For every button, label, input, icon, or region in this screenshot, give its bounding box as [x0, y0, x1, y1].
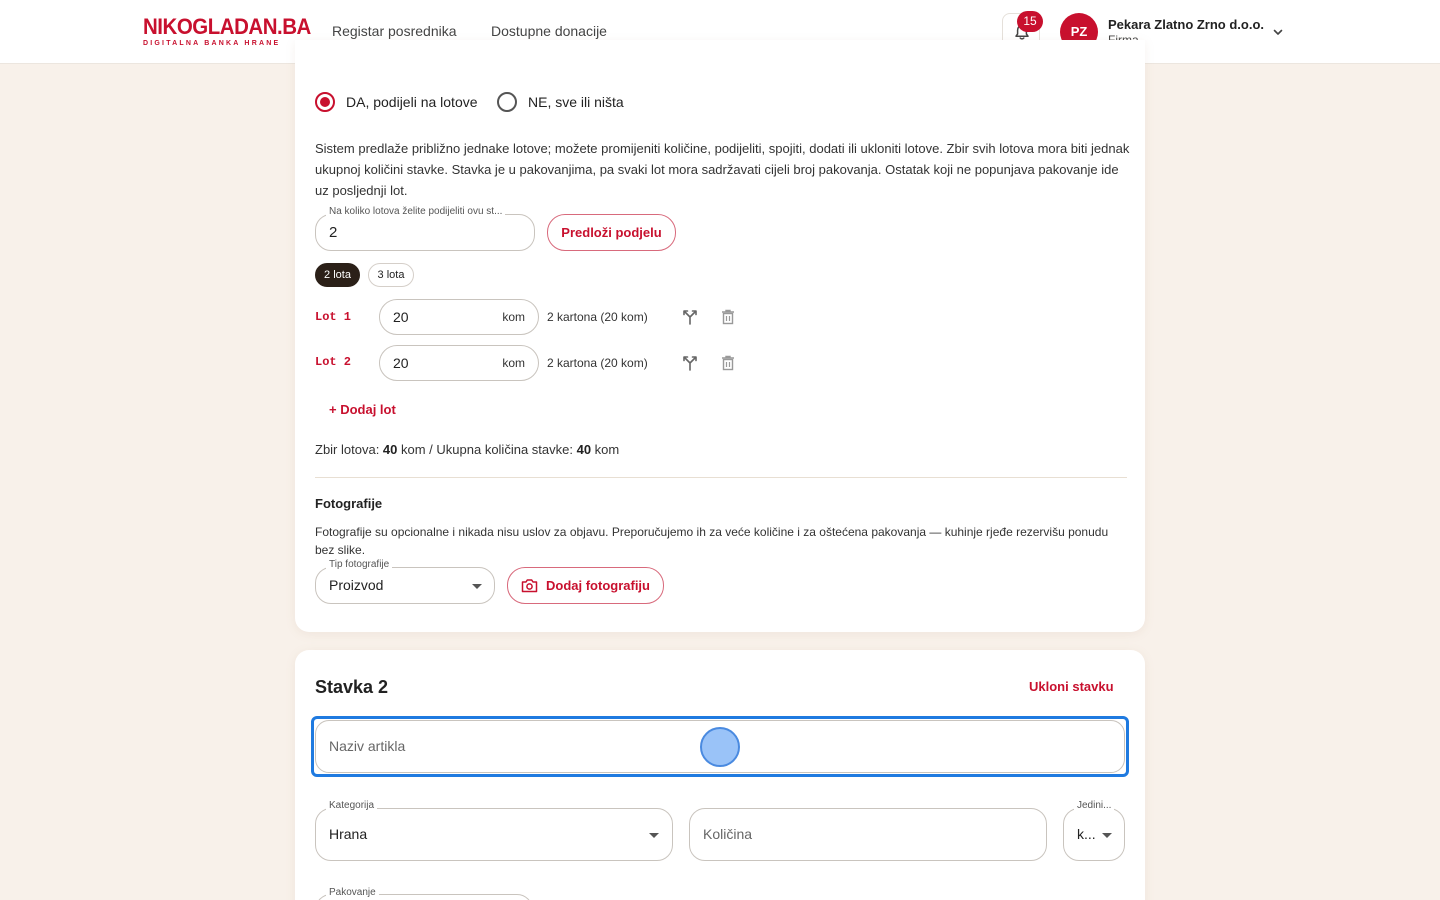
category-value: Hrana [329, 826, 368, 842]
dropdown-arrow-icon [1102, 833, 1112, 838]
quantity-placeholder: Količina [703, 826, 753, 842]
lot-count-value: 2 [329, 224, 338, 241]
lot-2-value: 20 [393, 355, 409, 371]
lot-1-value: 20 [393, 309, 409, 325]
lot-1-label: Lot 1 [315, 310, 352, 324]
radio-split-no-label[interactable]: NE, sve ili ništa [528, 94, 624, 110]
logo-text: NIKOGLADAN.BA [143, 14, 311, 39]
dropdown-arrow-icon [649, 833, 659, 838]
summary-suffix: kom [591, 442, 620, 457]
nav-link-registar[interactable]: Registar posrednika [332, 23, 457, 39]
chevron-down-icon[interactable] [1272, 26, 1284, 38]
summary-lots-total: 40 [382, 442, 398, 457]
lot-1-info: 2 kartona (20 kom) [547, 310, 648, 324]
lot-summary [315, 442, 619, 457]
category-label: Kategorija [326, 800, 377, 811]
trash-icon[interactable] [721, 309, 735, 325]
dropdown-arrow-icon [472, 584, 482, 589]
trash-icon[interactable] [721, 355, 735, 371]
photos-title: Fotografije [315, 496, 383, 511]
summary-item-total: 40 [576, 442, 592, 457]
lot-2-quantity-input[interactable] [379, 345, 539, 381]
photo-type-value: Proizvod [329, 577, 384, 593]
item-2-title: Stavka 2 [315, 677, 389, 697]
packaging-label: Pakovanje [326, 887, 379, 898]
photo-type-select[interactable] [315, 567, 495, 604]
lot-count-input[interactable] [315, 214, 535, 251]
section-divider [315, 477, 1127, 478]
remove-item-button[interactable]: Ukloni stavku [1029, 679, 1114, 694]
nav-link-donacije[interactable]: Dostupne donacije [491, 23, 607, 39]
camera-icon [521, 578, 538, 593]
avatar[interactable]: PZ [1060, 13, 1098, 51]
summary-prefix: Zbir lotova: [315, 442, 383, 457]
logo-tagline: DIGITALNA BANKA HRANE [143, 40, 281, 47]
split-icon[interactable] [682, 309, 698, 325]
article-name-placeholder: Naziv artikla [329, 738, 406, 754]
radio-split-yes-label[interactable]: DA, podijeli na lotove [346, 94, 478, 110]
summary-mid: kom / Ukupna količina stavke: [397, 442, 577, 457]
suggest-split-button[interactable]: Predloži podjelu [547, 214, 676, 251]
lot-2-label: Lot 2 [315, 355, 352, 369]
split-description: Sistem predlaže približno jednake lotove; možete promijeniti količine, podijeliti, spojiti, dodati ili ukloniti lotove. Zbir svih lotova mora biti jednak ukupnoj količini stavke. Stavka je u pakovanjima, pa svaki lot mora sadržavati cijeli broj pakovanja. Ostatak koji ne popunjava pakovanje ide uz posljednji lot. [315, 141, 1130, 198]
category-select[interactable] [315, 808, 673, 861]
radio-split-yes[interactable] [315, 92, 335, 112]
lot-2-unit: kom [502, 356, 525, 370]
lot-2-info: 2 kartona (20 kom) [547, 356, 648, 370]
add-photo-label: Dodaj fotografiju [546, 578, 650, 593]
photos-description: Fotografije su opcionalne i nikada nisu uslov za objavu. Preporučujemo ih za veće količine i za oštećena pakovanja — kuhinje rjeđe rezervišu ponudu bez slike. [315, 525, 1109, 557]
unit-label: Jedini... [1074, 800, 1114, 811]
photo-type-label: Tip fotografije [326, 559, 392, 570]
quantity-input[interactable] [689, 808, 1047, 861]
lot-count-label: Na koliko lotova želite podijeliti ovu st... [326, 206, 505, 217]
cursor-indicator [700, 727, 740, 767]
chip-3-lots[interactable]: 3 lota [368, 263, 414, 287]
logo[interactable] [143, 14, 311, 47]
unit-value: k... [1077, 826, 1096, 842]
add-photo-button[interactable] [507, 567, 664, 604]
chip-2-lots[interactable]: 2 lota [315, 263, 360, 287]
unit-select[interactable] [1063, 808, 1125, 861]
lot-1-quantity-input[interactable] [379, 299, 539, 335]
user-name[interactable]: Pekara Zlatno Zrno d.o.o. [1108, 17, 1265, 32]
radio-split-no[interactable] [497, 92, 517, 112]
notification-badge: 15 [1017, 11, 1043, 32]
add-lot-button[interactable]: + Dodaj lot [329, 402, 396, 417]
lot-1-unit: kom [502, 310, 525, 324]
split-icon[interactable] [682, 355, 698, 371]
